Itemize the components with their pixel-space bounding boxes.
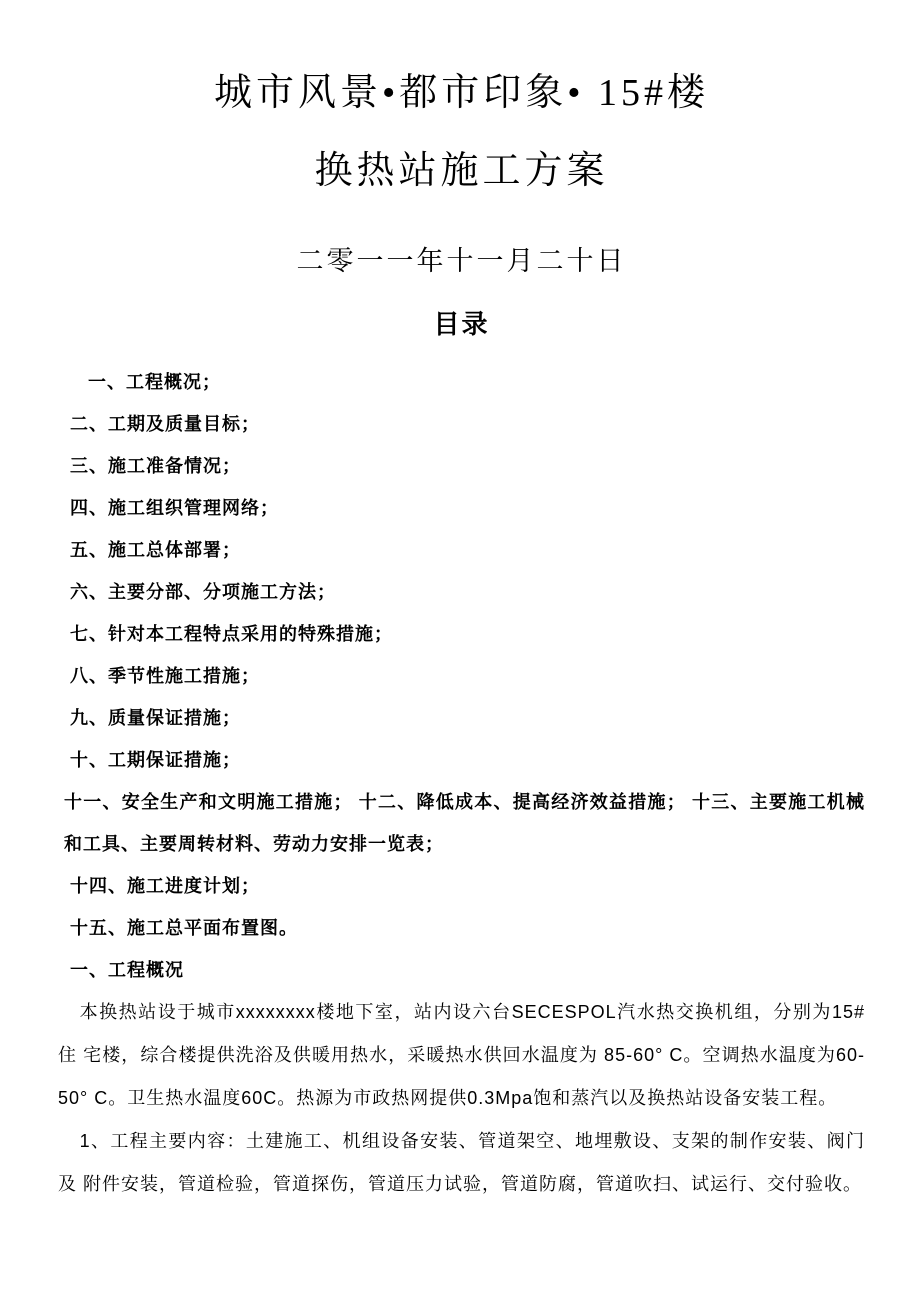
toc-item-8: 八、季节性施工措施；	[70, 666, 260, 686]
toc-item-6: 六、主要分部、分项施工方法；	[70, 582, 336, 602]
table-of-contents	[58, 361, 865, 949]
document-title-line1: 城市风景•都市印象• 15#楼	[213, 72, 710, 114]
toc-item-5: 五、施工总体部署；	[70, 540, 241, 560]
toc-item-1: 一、工程概况；	[88, 372, 221, 392]
toc-item-9: 九、质量保证措施；	[70, 708, 241, 728]
toc-item-7: 七、针对本工程特点采用的特殊措施；	[70, 624, 393, 644]
toc-item-10: 十、工期保证措施；	[70, 750, 241, 770]
toc-item-4: 四、施工组织管理网络；	[70, 498, 279, 518]
toc-item-3: 三、施工准备情况；	[70, 456, 241, 476]
section-heading-project-overview: 一、工程概况	[70, 960, 184, 980]
body-paragraph-overview: 本换热站设于城市xxxxxxxx楼地下室，站内设六台SECESPOL汽水热交换机组，分别为15#住 宅楼，综合楼提供洗浴及供暖用热水，采暖热水供回水温度为 85-60° C。空调热水温度为60- 50° C。卫生热水温度60C。热源为市政热网提供0.3Mpa饱和蒸汽以及换热站设备安装工程。	[58, 1002, 865, 1108]
toc-item-11-12-13: 十一、安全生产和文明施工措施； 十二、降低成本、提高经济效益措施； 十三、主要施工机械和工具、主要周转材料、劳动力安排一览表；	[64, 792, 865, 854]
document-date: 二零一一年十一月二十日	[296, 246, 627, 276]
toc-item-14: 十四、施工进度计划；	[70, 876, 260, 896]
toc-item-15: 十五、施工总平面布置图。	[70, 918, 298, 938]
toc-heading: 目录	[433, 310, 490, 339]
document-title-line2: 换热站施工方案	[314, 149, 609, 192]
toc-item-2: 二、工期及质量目标；	[70, 414, 260, 434]
body-paragraph-main-content: 1、工程主要内容：土建施工、机组设备安装、管道架空、地埋敷设、支架的制作安装、阀门及 附件安装，管道检验，管道探伤，管道压力试验，管道防腐，管道吹扫、试运行、交付验收。	[58, 1131, 865, 1194]
